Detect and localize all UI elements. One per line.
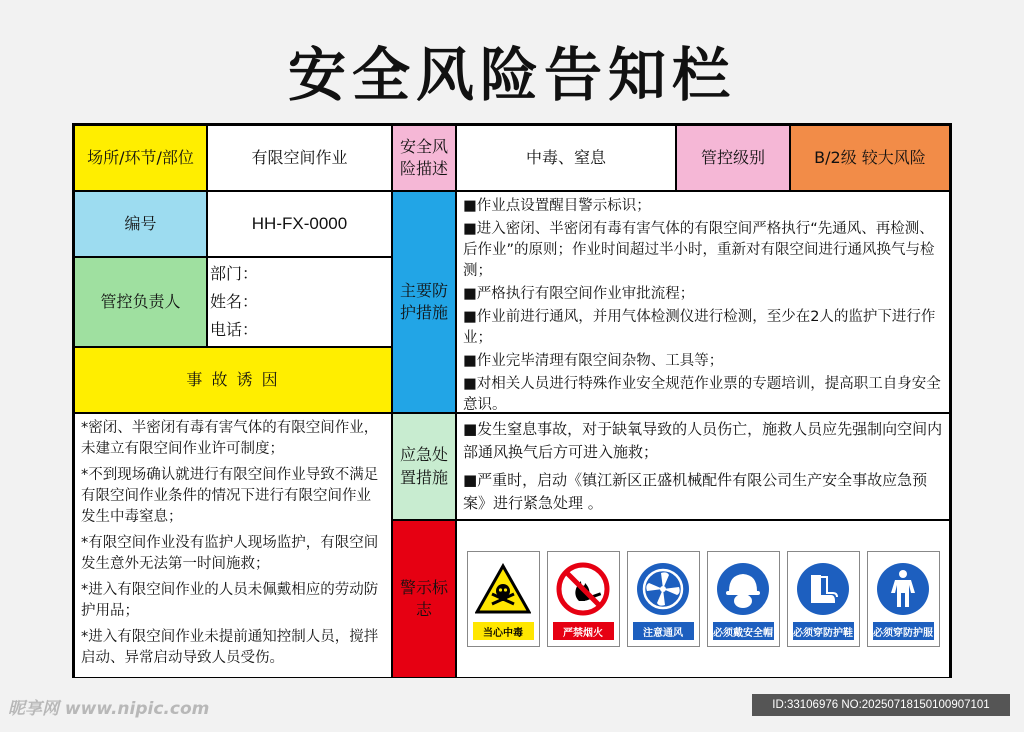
place-label: 场所/环节/部位 <box>74 125 207 191</box>
cause-item: *不到现场确认就进行有限空间作业导致不满足有限空间作业条件的情况下进行有限空间作业发生中毒窒息； <box>81 467 379 526</box>
boots-icon <box>794 558 853 620</box>
no-fire-icon <box>554 558 613 620</box>
sign-label: 当心中毒 <box>473 622 534 640</box>
measures-label: 主要防护措施 <box>392 191 456 413</box>
control-level-label: 管控级别 <box>676 125 790 191</box>
measure-item: ■作业前进行通风，并用气体检测仪进行检测，至少在2人的监护下进行作业； <box>463 309 936 347</box>
sign-label: 注意通风 <box>633 622 694 640</box>
cause-list <box>74 413 392 678</box>
sign-label: 必须穿防护鞋 <box>793 622 854 640</box>
risk-desc-label: 安全风险描述 <box>392 125 456 191</box>
cause-item: *进入有限空间作业的人员未佩戴相应的劳动防护用品； <box>81 582 379 620</box>
page-title: 安全风险告知栏 <box>287 41 736 109</box>
owner-dept: 部门： <box>210 264 259 283</box>
owner-name: 姓名： <box>210 292 259 311</box>
measure-item: ■作业完毕清理有限空间杂物、工具等； <box>463 353 724 370</box>
sign-boots <box>787 551 860 647</box>
watermark: 昵享网 www.nipic.com <box>8 699 210 719</box>
measure-item: ■进入密闭、半密闭有毒有害气体的有限空间严格执行“先通风、再检测、后作业”的原则；作业时间超过半小时，重新对有限空间进行通风换气与检测； <box>463 221 935 280</box>
risk-board <box>72 123 952 678</box>
poison-warning-icon <box>474 558 533 620</box>
emergency-label: 应急处置措施 <box>392 413 456 520</box>
measure-item: ■对相关人员进行特殊作业安全规范作业票的专题培训，提高职工自身安全意识。 <box>463 376 941 414</box>
warning-label: 警示标志 <box>392 520 456 678</box>
sign-ventilation <box>627 551 700 647</box>
cause-item: *密闭、半密闭有毒有害气体的有限空间作业，未建立有限空间作业许可制度； <box>81 420 379 458</box>
risk-desc-value: 中毒、窒息 <box>456 125 676 191</box>
owner-info <box>207 257 392 347</box>
emergency-list <box>456 413 950 520</box>
measures-list <box>456 191 950 413</box>
emergency-item: ■严重时，启动《镇江新区正盛机械配件有限公司生产安全事故应急预案》进行紧急处理 。 <box>463 470 928 512</box>
control-level-value: B/2级 较大风险 <box>790 125 950 191</box>
sign-label: 必须穿防护服 <box>873 622 934 640</box>
sign-label: 严禁烟火 <box>553 622 614 640</box>
measure-item: ■严格执行有限空间作业审批流程； <box>463 286 695 303</box>
ventilation-icon <box>634 558 693 620</box>
sign-label: 必须戴安全帽 <box>713 622 774 640</box>
emergency-item: ■发生窒息事故，对于缺氧导致的人员伤亡，施救人员应先强制向空间内部通风换气后方可进入施救； <box>463 420 943 462</box>
sign-helmet <box>707 551 780 647</box>
image-id-tag: ID:33106976 NO:20250718150100907101 <box>752 694 1010 716</box>
code-label: 编号 <box>74 191 207 257</box>
code-value: HH-FX-0000 <box>207 191 392 257</box>
cause-title: 事 故 诱 因 <box>74 347 392 413</box>
sign-protective-clothing <box>867 551 940 647</box>
warning-signs <box>456 520 950 678</box>
place-value: 有限空间作业 <box>207 125 392 191</box>
owner-label: 管控负责人 <box>74 257 207 347</box>
helmet-icon <box>714 558 773 620</box>
owner-phone: 电话： <box>210 320 259 339</box>
cause-item: *有限空间作业没有监护人现场监护，有限空间发生意外无法第一时间施救； <box>81 535 379 573</box>
measure-item: ■作业点设置醒目警示标识； <box>463 198 651 214</box>
sign-poison <box>467 551 540 647</box>
cause-item: *进入有限空间作业未提前通知控制人员，搅拌启动、异常启动导致人员受伤。 <box>81 629 379 667</box>
sign-no-fire <box>547 551 620 647</box>
protective-clothing-icon <box>874 558 933 620</box>
